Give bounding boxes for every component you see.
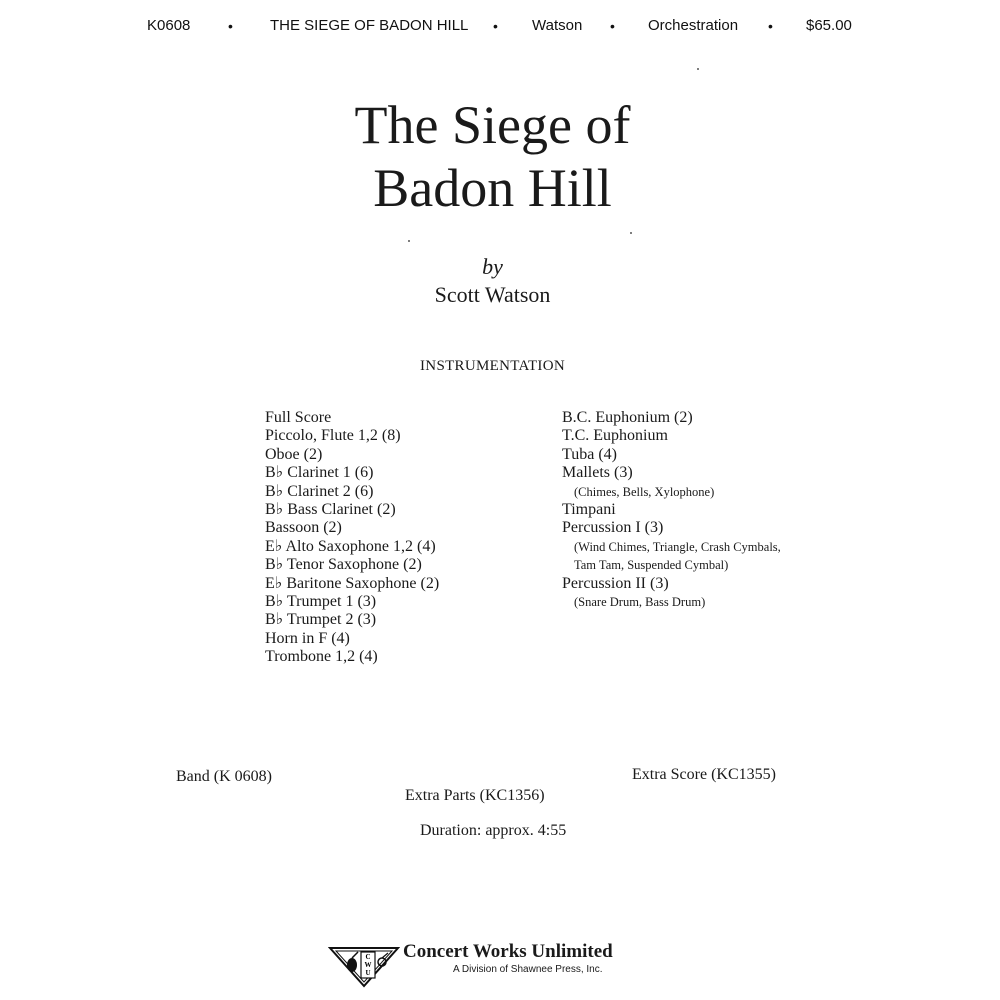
instrument-item: Bassoon (2) — [265, 519, 342, 537]
instrument-item: Oboe (2) — [265, 445, 323, 463]
violin-icon — [347, 952, 358, 972]
instrument-item: B♭ Clarinet 1 (6) — [265, 464, 374, 482]
cover-title-line1: The Siege of — [354, 95, 631, 155]
instrument-item: Percussion II (3) — [562, 574, 669, 592]
instrument-item: B.C. Euphonium (2) — [562, 409, 693, 426]
logo-letter: W — [364, 961, 372, 969]
catalog-header — [0, 0, 1000, 52]
instrument-item: Tuba (4) — [562, 445, 617, 463]
publisher-division: A Division of Shawnee Press, Inc. — [453, 964, 603, 975]
instrument-item: B♭ Tenor Saxophone (2) — [265, 556, 422, 574]
instrument-item: E♭ Alto Saxophone 1,2 (4) — [265, 537, 436, 555]
instrument-item: Percussion I (3) — [562, 519, 664, 537]
instrument-item: Trombone 1,2 (4) — [265, 648, 378, 666]
instrument-note: Tam Tam, Suspended Cymbal) — [574, 558, 729, 573]
instrument-item: Horn in F (4) — [265, 629, 350, 647]
logo-letter: C — [365, 953, 371, 961]
instrument-item: Mallets (3) — [562, 464, 633, 482]
instrument-item: T.C. Euphonium — [562, 427, 668, 445]
instrument-item: B♭ Trumpet 1 (3) — [265, 593, 377, 611]
publisher-name: Concert Works Unlimited — [403, 941, 613, 962]
extra-score-number: Extra Score (KC1355) — [632, 766, 776, 783]
scan-speck — [697, 68, 699, 70]
instrument-note: (Chimes, Bells, Xylophone) — [574, 484, 715, 499]
publisher-logo — [328, 938, 400, 988]
catalog-category: Orchestration — [648, 17, 739, 34]
instrument-item: Piccolo, Flute 1,2 (8) — [265, 427, 401, 445]
duration: Duration: approx. 4:55 — [420, 822, 567, 839]
scan-speck — [408, 240, 410, 242]
separator-dot: • — [228, 18, 233, 34]
separator-dot: • — [493, 18, 498, 34]
scan-speck — [630, 232, 632, 234]
instrument-item: B♭ Bass Clarinet (2) — [265, 501, 396, 519]
catalog-code: K0608 — [147, 17, 191, 34]
logo-letter: U — [365, 969, 371, 977]
instrument-item: Full Score — [265, 409, 332, 426]
instrument-item: B♭ Clarinet 2 (6) — [265, 482, 374, 500]
catalog-title: THE SIEGE OF BADON HILL — [270, 17, 469, 34]
instrument-note: (Snare Drum, Bass Drum) — [574, 595, 706, 610]
instrument-item: Timpani — [562, 501, 616, 519]
cover-title-line2: Badon Hill — [373, 158, 612, 218]
instrument-list-right — [562, 409, 781, 611]
catalog-price: $65.00 — [806, 17, 852, 34]
instrument-item: E♭ Baritone Saxophone (2) — [265, 574, 440, 592]
instrument-list-left — [265, 409, 439, 667]
catalog-composer: Watson — [532, 17, 583, 34]
separator-dot: • — [610, 18, 615, 34]
separator-dot: • — [768, 18, 773, 34]
instrumentation-heading: INSTRUMENTATION — [420, 358, 565, 374]
extra-parts-number: Extra Parts (KC1356) — [405, 787, 545, 804]
instrument-note: (Wind Chimes, Triangle, Crash Cymbals, — [574, 539, 781, 554]
composer-name: Scott Watson — [434, 282, 551, 307]
by-line: by — [482, 254, 503, 279]
band-catalog-number: Band (K 0608) — [176, 768, 272, 785]
instrument-item: B♭ Trumpet 2 (3) — [265, 611, 377, 629]
